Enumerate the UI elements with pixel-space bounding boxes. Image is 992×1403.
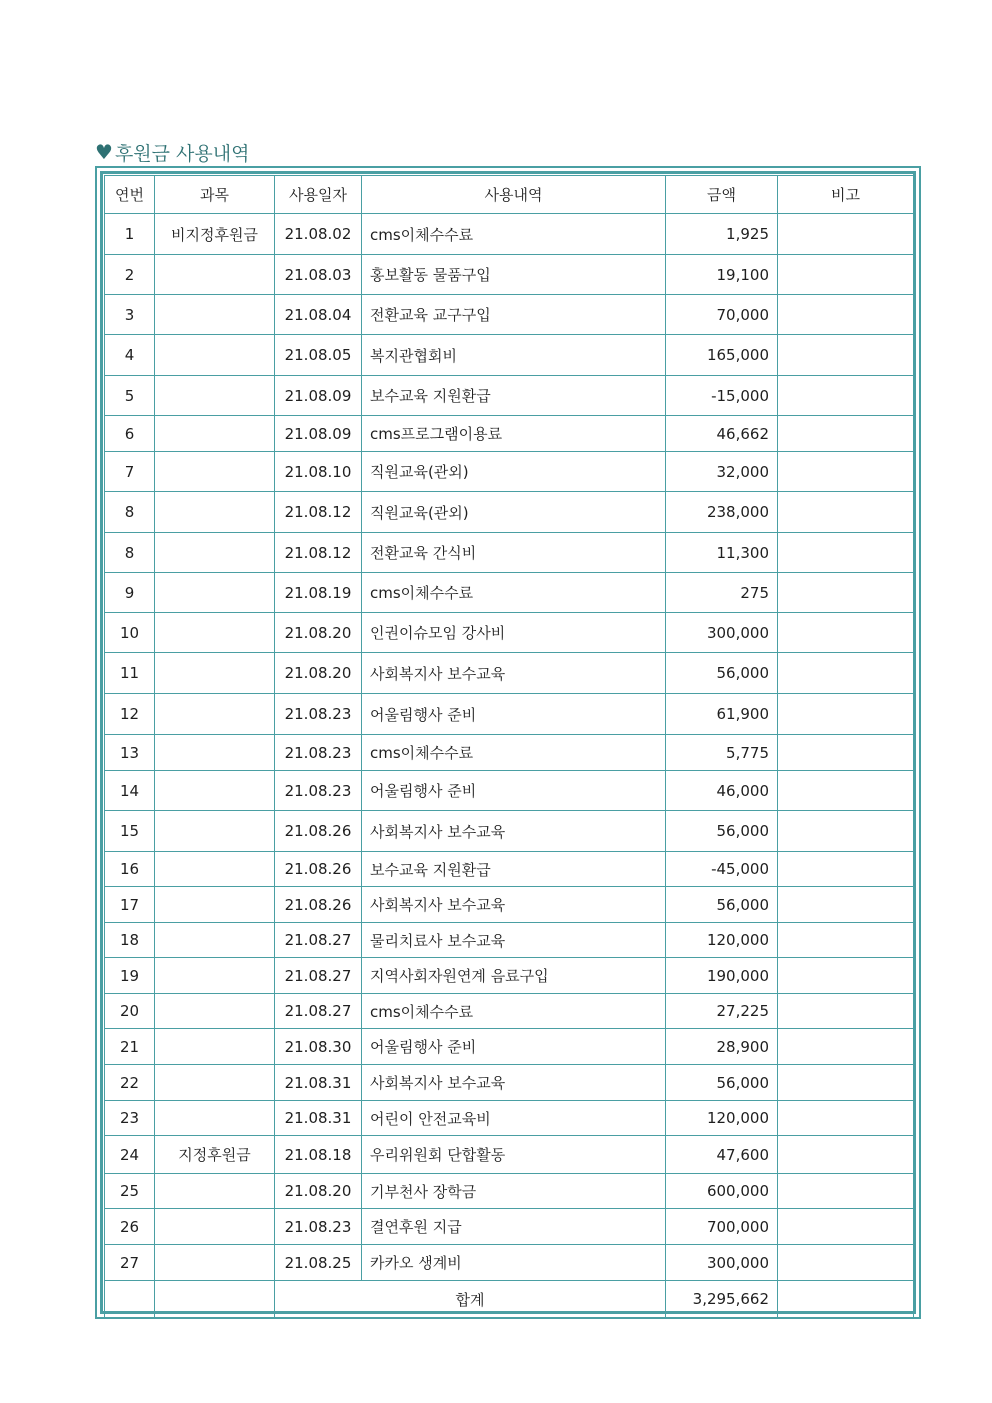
row-description: 전환교육 교구구입	[362, 295, 666, 335]
expense-table-frame	[95, 166, 921, 1319]
total-note-cell	[778, 1281, 914, 1318]
row-date: 21.08.27	[275, 958, 362, 994]
row-no: 8	[105, 533, 155, 573]
row-date: 21.08.10	[275, 452, 362, 492]
row-no: 22	[105, 1065, 155, 1101]
total-no-cell	[105, 1281, 155, 1318]
row-no: 21	[105, 1029, 155, 1065]
table-row	[105, 1065, 914, 1101]
row-date: 21.08.18	[275, 1136, 362, 1174]
table-row	[105, 214, 914, 255]
row-amount: 56,000	[666, 887, 778, 923]
row-note	[778, 694, 914, 735]
row-note	[778, 492, 914, 533]
row-description: 복지관협회비	[362, 335, 666, 376]
row-category	[155, 452, 275, 492]
row-note	[778, 811, 914, 852]
row-date: 21.08.12	[275, 533, 362, 573]
row-description: 어울림행사 준비	[362, 1029, 666, 1065]
row-category	[155, 923, 275, 958]
header-no: 연번	[105, 176, 155, 214]
row-amount: 600,000	[666, 1174, 778, 1209]
row-date: 21.08.20	[275, 613, 362, 653]
row-amount: 165,000	[666, 335, 778, 376]
row-amount: 120,000	[666, 923, 778, 958]
row-category	[155, 295, 275, 335]
row-category	[155, 958, 275, 994]
row-amount: 27,225	[666, 994, 778, 1029]
header-description: 사용내역	[362, 176, 666, 214]
row-note	[778, 613, 914, 653]
row-date: 21.08.26	[275, 887, 362, 923]
row-amount: 275	[666, 573, 778, 613]
row-amount: 56,000	[666, 1065, 778, 1101]
row-category	[155, 1209, 275, 1245]
row-no: 14	[105, 771, 155, 811]
row-note	[778, 735, 914, 771]
row-category	[155, 994, 275, 1029]
table-row	[105, 416, 914, 452]
row-description: cms이체수수료	[362, 994, 666, 1029]
row-note	[778, 852, 914, 887]
row-description: 어린이 안전교육비	[362, 1101, 666, 1136]
row-date: 21.08.27	[275, 994, 362, 1029]
row-amount: 46,662	[666, 416, 778, 452]
row-no: 19	[105, 958, 155, 994]
row-no: 3	[105, 295, 155, 335]
row-note	[778, 1101, 914, 1136]
row-note	[778, 452, 914, 492]
table-row	[105, 735, 914, 771]
row-amount: 1,925	[666, 214, 778, 255]
row-amount: 19,100	[666, 255, 778, 295]
total-category-cell	[155, 1281, 275, 1318]
row-note	[778, 214, 914, 255]
row-description: 어울림행사 준비	[362, 694, 666, 735]
row-note	[778, 771, 914, 811]
table-row	[105, 1209, 914, 1245]
row-category	[155, 335, 275, 376]
total-row	[105, 1281, 914, 1318]
row-description: 보수교육 지원환급	[362, 376, 666, 416]
row-note	[778, 255, 914, 295]
row-date: 21.08.31	[275, 1101, 362, 1136]
row-amount: 32,000	[666, 452, 778, 492]
row-description: 어울림행사 준비	[362, 771, 666, 811]
table-row	[105, 376, 914, 416]
row-category	[155, 1029, 275, 1065]
header-date: 사용일자	[275, 176, 362, 214]
row-no: 16	[105, 852, 155, 887]
row-category	[155, 613, 275, 653]
row-category	[155, 533, 275, 573]
row-category	[155, 376, 275, 416]
row-category	[155, 492, 275, 533]
row-note	[778, 1209, 914, 1245]
row-description: cms이체수수료	[362, 735, 666, 771]
row-category	[155, 1174, 275, 1209]
row-no: 25	[105, 1174, 155, 1209]
row-description: 직원교육(관외)	[362, 492, 666, 533]
row-description: 보수교육 지원환급	[362, 852, 666, 887]
table-row	[105, 613, 914, 653]
row-category: 비지정후원금	[155, 214, 275, 255]
table-row	[105, 573, 914, 613]
table-row	[105, 923, 914, 958]
row-date: 21.08.09	[275, 416, 362, 452]
row-note	[778, 923, 914, 958]
row-amount: 56,000	[666, 811, 778, 852]
row-category	[155, 852, 275, 887]
row-description: 전환교육 간식비	[362, 533, 666, 573]
table-row	[105, 1245, 914, 1281]
row-amount: -15,000	[666, 376, 778, 416]
table-row	[105, 958, 914, 994]
table-row	[105, 694, 914, 735]
expense-table	[104, 175, 914, 1318]
row-description: 홍보활동 물품구입	[362, 255, 666, 295]
table-row	[105, 994, 914, 1029]
row-date: 21.08.25	[275, 1245, 362, 1281]
row-note	[778, 994, 914, 1029]
row-description: cms이체수수료	[362, 214, 666, 255]
table-row	[105, 811, 914, 852]
row-date: 21.08.20	[275, 653, 362, 694]
page-title	[95, 138, 249, 166]
row-note	[778, 1136, 914, 1174]
row-category	[155, 811, 275, 852]
table-row	[105, 1174, 914, 1209]
row-date: 21.08.27	[275, 923, 362, 958]
row-amount: 56,000	[666, 653, 778, 694]
table-row	[105, 771, 914, 811]
row-category	[155, 255, 275, 295]
row-no: 6	[105, 416, 155, 452]
row-description: 물리치료사 보수교육	[362, 923, 666, 958]
row-amount: 700,000	[666, 1209, 778, 1245]
row-category	[155, 735, 275, 771]
row-amount: 5,775	[666, 735, 778, 771]
row-note	[778, 1065, 914, 1101]
row-no: 26	[105, 1209, 155, 1245]
row-no: 10	[105, 613, 155, 653]
table-row	[105, 335, 914, 376]
row-note	[778, 653, 914, 694]
row-date: 21.08.23	[275, 1209, 362, 1245]
row-category	[155, 1101, 275, 1136]
table-row	[105, 852, 914, 887]
row-date: 21.08.05	[275, 335, 362, 376]
row-date: 21.08.20	[275, 1174, 362, 1209]
row-category	[155, 653, 275, 694]
row-no: 11	[105, 653, 155, 694]
row-no: 17	[105, 887, 155, 923]
header-category: 과목	[155, 176, 275, 214]
row-category	[155, 1245, 275, 1281]
row-description: 사회복지사 보수교육	[362, 811, 666, 852]
row-amount: 70,000	[666, 295, 778, 335]
row-description: 우리위원회 단합활동	[362, 1136, 666, 1174]
row-amount: 120,000	[666, 1101, 778, 1136]
row-note	[778, 376, 914, 416]
row-date: 21.08.23	[275, 771, 362, 811]
table-row	[105, 1029, 914, 1065]
row-date: 21.08.30	[275, 1029, 362, 1065]
row-date: 21.08.31	[275, 1065, 362, 1101]
row-no: 4	[105, 335, 155, 376]
table-row	[105, 1136, 914, 1174]
row-date: 21.08.26	[275, 852, 362, 887]
row-date: 21.08.09	[275, 376, 362, 416]
row-description: 사회복지사 보수교육	[362, 653, 666, 694]
row-category	[155, 887, 275, 923]
row-amount: 300,000	[666, 613, 778, 653]
row-date: 21.08.04	[275, 295, 362, 335]
row-description: 카카오 생계비	[362, 1245, 666, 1281]
row-note	[778, 1029, 914, 1065]
row-description: 인권이슈모임 강사비	[362, 613, 666, 653]
row-date: 21.08.19	[275, 573, 362, 613]
row-no: 9	[105, 573, 155, 613]
row-note	[778, 1245, 914, 1281]
row-description: 결연후원 지급	[362, 1209, 666, 1245]
table-row	[105, 653, 914, 694]
row-date: 21.08.26	[275, 811, 362, 852]
row-amount: 46,000	[666, 771, 778, 811]
total-label: 합계	[275, 1281, 666, 1318]
row-category	[155, 771, 275, 811]
row-category	[155, 573, 275, 613]
header-note: 비고	[778, 176, 914, 214]
row-category	[155, 416, 275, 452]
row-note	[778, 1174, 914, 1209]
total-amount: 3,295,662	[666, 1281, 778, 1318]
table-row	[105, 255, 914, 295]
row-description: 지역사회자원연계 음료구입	[362, 958, 666, 994]
table-row	[105, 295, 914, 335]
row-note	[778, 295, 914, 335]
row-note	[778, 958, 914, 994]
row-amount: 47,600	[666, 1136, 778, 1174]
row-no: 8	[105, 492, 155, 533]
row-note	[778, 335, 914, 376]
row-category: 지정후원금	[155, 1136, 275, 1174]
row-no: 18	[105, 923, 155, 958]
page-title-text: 후원금 사용내역	[114, 142, 250, 165]
row-no: 15	[105, 811, 155, 852]
row-description: 기부천사 장학금	[362, 1174, 666, 1209]
table-row	[105, 452, 914, 492]
row-description: cms프로그램이용료	[362, 416, 666, 452]
row-no: 23	[105, 1101, 155, 1136]
row-no: 27	[105, 1245, 155, 1281]
row-category	[155, 1065, 275, 1101]
row-no: 5	[105, 376, 155, 416]
row-note	[778, 573, 914, 613]
row-note	[778, 533, 914, 573]
row-amount: -45,000	[666, 852, 778, 887]
row-description: 사회복지사 보수교육	[362, 887, 666, 923]
row-date: 21.08.12	[275, 492, 362, 533]
row-description: cms이체수수료	[362, 573, 666, 613]
row-date: 21.08.02	[275, 214, 362, 255]
row-amount: 61,900	[666, 694, 778, 735]
table-row	[105, 1101, 914, 1136]
row-no: 1	[105, 214, 155, 255]
row-no: 7	[105, 452, 155, 492]
row-date: 21.08.23	[275, 694, 362, 735]
row-note	[778, 887, 914, 923]
row-date: 21.08.23	[275, 735, 362, 771]
row-no: 13	[105, 735, 155, 771]
table-row	[105, 492, 914, 533]
row-no: 2	[105, 255, 155, 295]
row-description: 사회복지사 보수교육	[362, 1065, 666, 1101]
row-category	[155, 694, 275, 735]
table-row	[105, 533, 914, 573]
row-date: 21.08.03	[275, 255, 362, 295]
row-amount: 28,900	[666, 1029, 778, 1065]
row-amount: 190,000	[666, 958, 778, 994]
row-amount: 11,300	[666, 533, 778, 573]
header-amount: 금액	[666, 176, 778, 214]
row-amount: 238,000	[666, 492, 778, 533]
table-row	[105, 887, 914, 923]
row-no: 20	[105, 994, 155, 1029]
row-no: 12	[105, 694, 155, 735]
row-no: 24	[105, 1136, 155, 1174]
row-amount: 300,000	[666, 1245, 778, 1281]
heart-icon: ♥	[95, 140, 113, 164]
row-note	[778, 416, 914, 452]
header-row	[105, 176, 914, 214]
row-description: 직원교육(관외)	[362, 452, 666, 492]
